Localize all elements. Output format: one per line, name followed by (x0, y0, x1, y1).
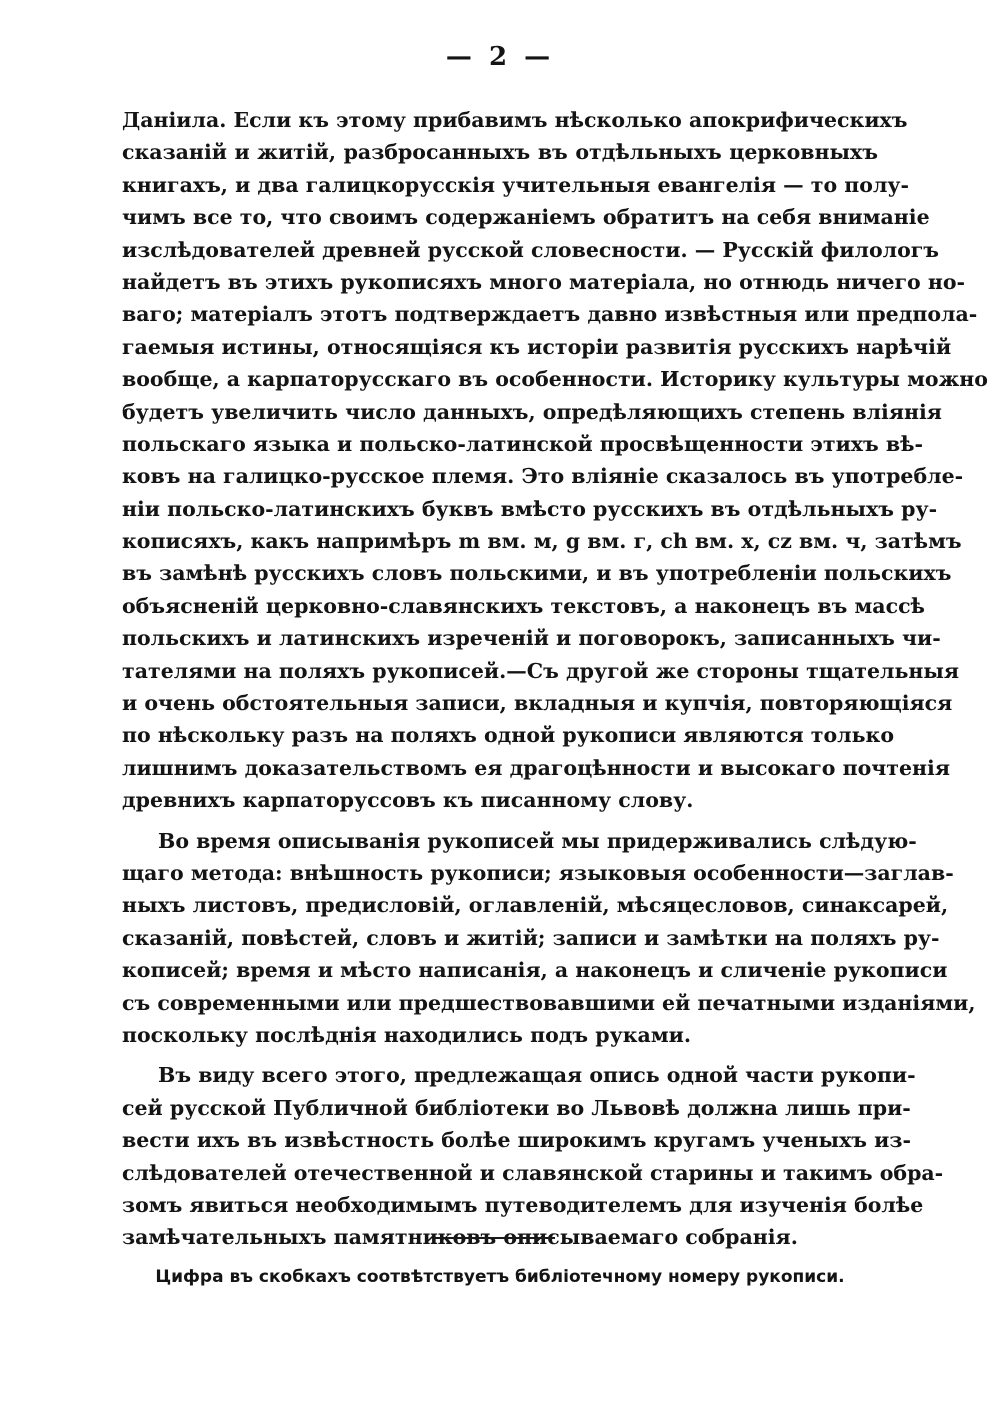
paragraph-gap (122, 1051, 878, 1059)
text-line: Въ виду всего этого, предлежащая опись одной части рукопи- (158, 1063, 916, 1088)
text-line: сей русской Публичной библіотеки во Львовѣ должна лишь при- (122, 1095, 911, 1120)
text-line: вообще, а карпаторусскаго въ особенности. Историку культуры можно (122, 367, 988, 392)
text-line: по нѣскольку разъ на поляхъ одной рукописи являются только (122, 723, 894, 748)
text-line: чимъ все то, что своимъ содержаніемъ обратитъ на себя вниманіе (122, 205, 930, 230)
text-line: сказаній и житій, разбросанныхъ въ отдѣльныхъ церковныхъ (122, 140, 878, 165)
text-line: зомъ явиться необходимымъ путеводителемъ для изученія болѣе (122, 1192, 924, 1217)
text-line: книгахъ, и два галицкорусскія учительныя евангелія — то полу- (122, 172, 910, 197)
text-line: кописяхъ, какъ напримѣръ m вм. м, g вм. г, ch вм. х, cz вм. ч, затѣмъ (122, 529, 962, 554)
paragraph-1 (122, 104, 988, 817)
text-line: ніи польско-латинскихъ буквъ вмѣсто русскихъ въ отдѣльныхъ ру- (122, 496, 938, 521)
text-line: Данiила. Если къ этому прибавимъ нѣсколько апокрифическихъ (122, 108, 908, 132)
text-line: лишнимъ доказательствомъ ея драгоцѣнности и высокаго почтенія (122, 755, 950, 780)
text-line: вести ихъ въ извѣстность болѣе широкимъ кругамъ ученыхъ из- (122, 1128, 911, 1153)
text-line: и очень обстоятельныя записи, вкладныя и купчія, повторяющіяся (122, 691, 953, 716)
text-line: слѣдователей отечественной и славянской старины и такимъ обра- (122, 1160, 944, 1185)
text-line: сказаній, повѣстей, словъ и житій; записи и замѣтки на поляхъ ру- (122, 925, 940, 950)
text-line: польскихъ и латинскихъ изреченій и поговорокъ, записанныхъ чи- (122, 626, 941, 651)
page-number: — 2 — (445, 42, 555, 72)
paragraph-2 (122, 825, 976, 1052)
text-line: тателями на поляхъ рукописей.—Съ другой же стороны тщательныя (122, 658, 960, 683)
text-line: ныхъ листовъ, предисловій, оглавленій, мѣсяцесловов, синаксарей, (122, 893, 949, 918)
text-line: объясненій церковно-славянскихъ текстовъ, а наконецъ въ массѣ (122, 593, 925, 618)
text-line: гаемыя истины, относящіяся къ исторіи развитія русскихъ нарѣчій (122, 334, 952, 359)
text-line: изслѣдователей древней русской словесности. — Русскій филологъ (122, 237, 940, 262)
footnote: Цифра въ скобкахъ соотвѣтствуетъ библіотечному номеру рукописи. (155, 1267, 845, 1287)
text-line: будетъ увеличить число данныхъ, опредѣляющихъ степень вліянія (122, 399, 942, 424)
text-line: кописей; время и мѣсто написанія, а наконецъ и сличеніе рукописи (122, 958, 948, 983)
text-line: польскаго языка и польско-латинской просвѣщенности этихъ вѣ- (122, 431, 924, 456)
text-line: Во время описыванія рукописей мы придерживались слѣдую- (158, 828, 917, 853)
paragraph-3 (122, 1059, 944, 1253)
text-line: щаго метода: внѣшность рукописи; языковыя особенности—заглав- (122, 860, 954, 885)
text-line: въ замѣнѣ русскихъ словъ польскими, и въ употребленіи польскихъ (122, 561, 952, 586)
text-line: ковъ на галицко-русское племя. Это вліяніе сказалось въ употребле- (122, 464, 964, 489)
text-line: замѣчательныхъ памятниковъ описываемаго собранія. (122, 1225, 798, 1250)
text-line: ваго; матеріалъ этотъ подтверждаетъ давно извѣстныя или предпола- (122, 302, 978, 327)
body-text (122, 104, 988, 1254)
text-line: найдетъ въ этихъ рукописяхъ много матеріала, но отнюдь ничего но- (122, 269, 966, 294)
section-divider (433, 1237, 555, 1239)
text-line: съ современными или предшествовавшими ей печатными изданіями, (122, 990, 976, 1015)
text-line: древнихъ карпаторуссовъ къ писанному слову. (122, 788, 694, 813)
text-line: поскольку послѣднія находились подъ руками. (122, 1022, 691, 1047)
paragraph-gap (122, 817, 878, 825)
